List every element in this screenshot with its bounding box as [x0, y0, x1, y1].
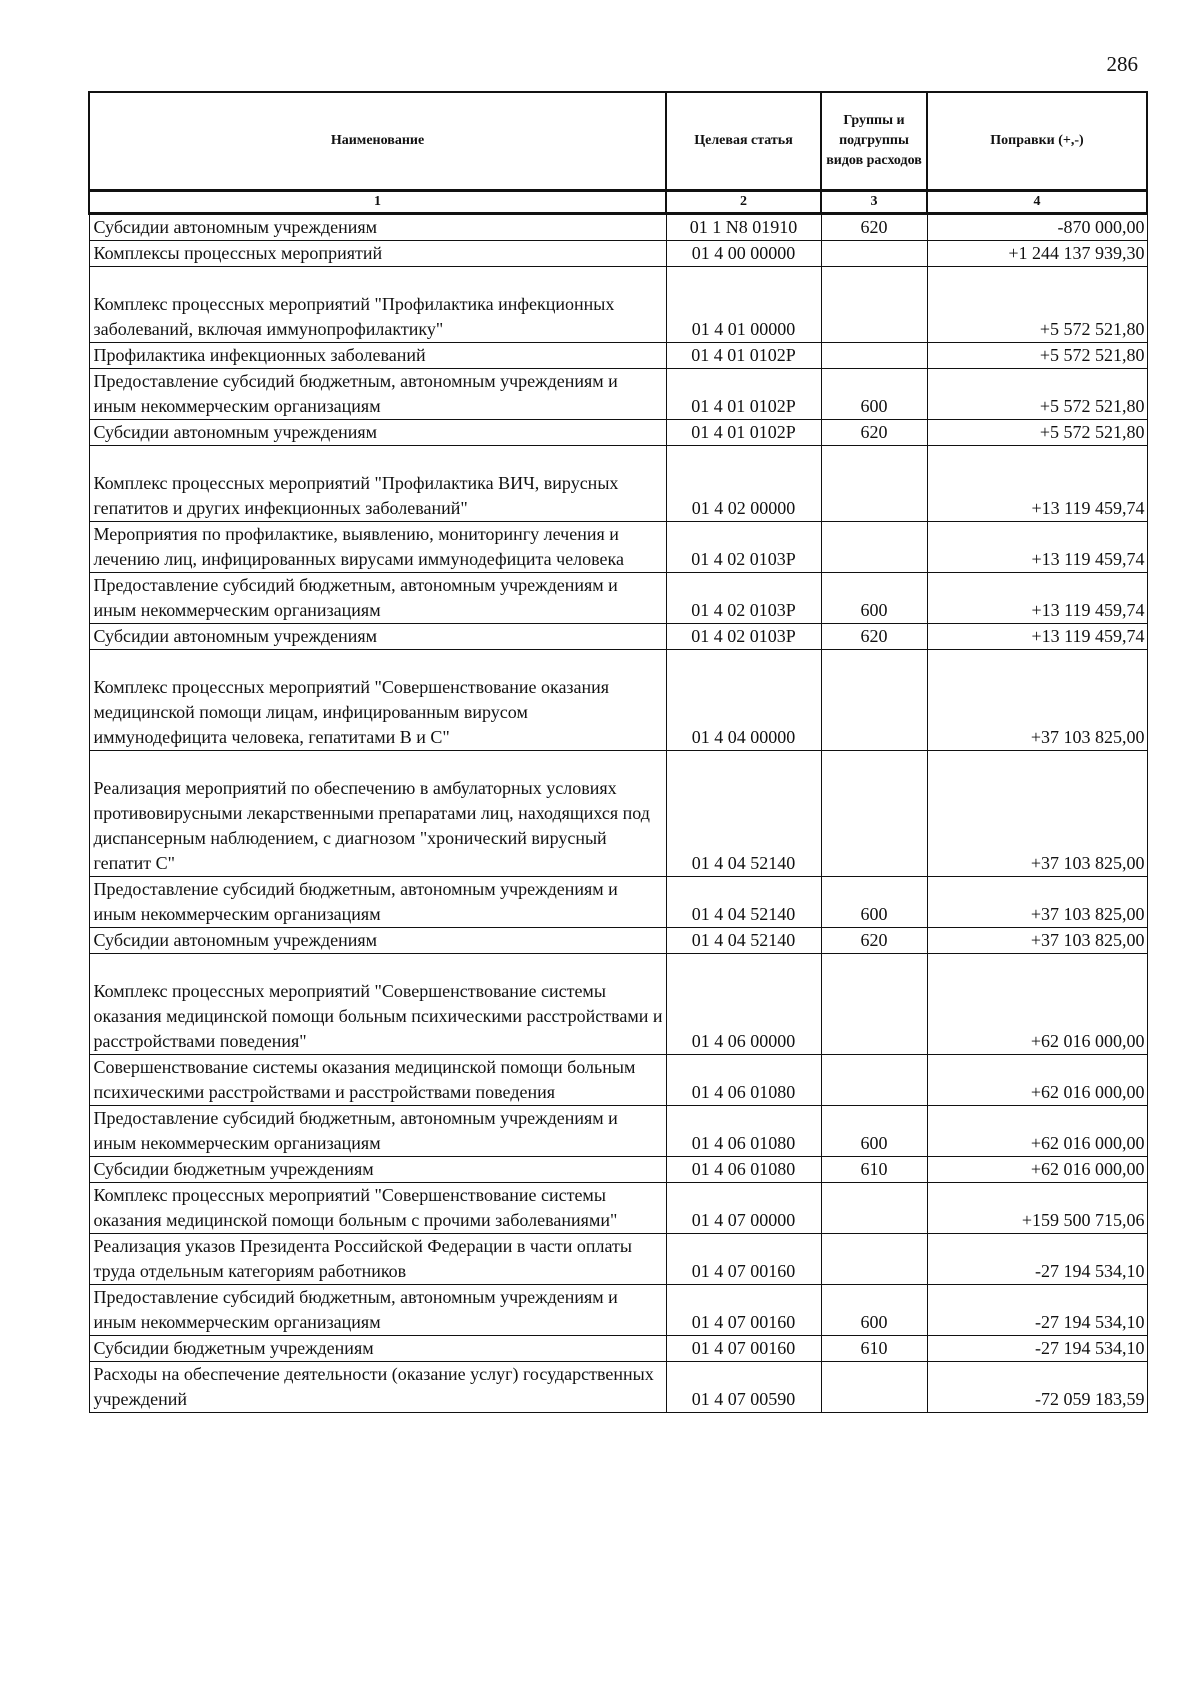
- row-group-cell: 600: [821, 1106, 927, 1157]
- row-amount-cell: +37 103 825,00: [927, 877, 1147, 928]
- row-amount-cell: +37 103 825,00: [927, 751, 1147, 877]
- row-code-cell: 01 4 02 00000: [666, 446, 821, 522]
- row-name-cell: Предоставление субсидий бюджетным, автономным учреждениям и иным некоммерческим организациям: [89, 1106, 666, 1157]
- row-group-cell: 620: [821, 624, 927, 650]
- table-row: [89, 1234, 1147, 1285]
- table-row: [89, 1157, 1147, 1183]
- row-name-cell: Реализация указов Президента Российской Федерации в части оплаты труда отдельным категориям работников: [89, 1234, 666, 1285]
- header-expense-groups: Группы и подгруппы видов расходов: [821, 92, 927, 191]
- row-group-cell: [821, 343, 927, 369]
- row-name-cell: Комплекс процессных мероприятий "Профилактика инфекционных заболеваний, включая иммунопрофилактику": [89, 267, 666, 343]
- row-amount-cell: +5 572 521,80: [927, 267, 1147, 343]
- row-name-cell: Расходы на обеспечение деятельности (оказание услуг) государственных учреждений: [89, 1362, 666, 1413]
- page-number: 286: [1106, 52, 1138, 76]
- row-amount-cell: -72 059 183,59: [927, 1362, 1147, 1413]
- row-amount-cell: +37 103 825,00: [927, 650, 1147, 751]
- table-row: [89, 446, 1147, 522]
- table-row: [89, 650, 1147, 751]
- row-group-cell: [821, 954, 927, 1055]
- row-group-cell: 620: [821, 214, 927, 241]
- row-code-cell: 01 4 06 01080: [666, 1157, 821, 1183]
- table-row: [89, 877, 1147, 928]
- row-name-cell: Комплексы процессных мероприятий: [89, 241, 666, 267]
- header-target-article: Целевая статья: [666, 92, 821, 191]
- row-group-cell: 620: [821, 420, 927, 446]
- table-body: [89, 214, 1147, 1413]
- budget-amendments-table: [88, 91, 1148, 1413]
- row-name-cell: Профилактика инфекционных заболеваний: [89, 343, 666, 369]
- table-row: [89, 241, 1147, 267]
- row-code-cell: 01 4 06 00000: [666, 954, 821, 1055]
- row-name-cell: Реализация мероприятий по обеспечению в амбулаторных условиях противовирусными лекарственными препаратами лиц, находящихся под диспансерным наблюдением, с диагнозом "хронический вирусный гепатит С": [89, 751, 666, 877]
- table-row: [89, 267, 1147, 343]
- row-group-cell: [821, 1055, 927, 1106]
- row-group-cell: [821, 1234, 927, 1285]
- header-amendments: Поправки (+,-): [927, 92, 1147, 191]
- row-code-cell: 01 4 02 0103Р: [666, 573, 821, 624]
- row-name-cell: Мероприятия по профилактике, выявлению, мониторингу лечения и лечению лиц, инфицированных вирусами иммунодефицита человека: [89, 522, 666, 573]
- row-code-cell: 01 4 01 0102Р: [666, 343, 821, 369]
- column-number: 2: [666, 191, 821, 214]
- row-amount-cell: -870 000,00: [927, 214, 1147, 241]
- row-amount-cell: +13 119 459,74: [927, 446, 1147, 522]
- row-group-cell: [821, 650, 927, 751]
- table-row: [89, 522, 1147, 573]
- table-row: [89, 1336, 1147, 1362]
- row-name-cell: Предоставление субсидий бюджетным, автономным учреждениям и иным некоммерческим организациям: [89, 573, 666, 624]
- row-code-cell: 01 4 02 0103Р: [666, 522, 821, 573]
- row-amount-cell: +62 016 000,00: [927, 1106, 1147, 1157]
- table-row: [89, 573, 1147, 624]
- row-code-cell: 01 4 01 0102Р: [666, 420, 821, 446]
- row-code-cell: 01 4 07 00160: [666, 1234, 821, 1285]
- row-amount-cell: +37 103 825,00: [927, 928, 1147, 954]
- row-name-cell: Комплекс процессных мероприятий "Совершенствование системы оказания медицинской помощи больным психическими расстройствами и расстройствами поведения": [89, 954, 666, 1055]
- row-name-cell: Субсидии автономным учреждениям: [89, 420, 666, 446]
- row-name-cell: Комплекс процессных мероприятий "Совершенствование системы оказания медицинской помощи больным с прочими заболеваниями": [89, 1183, 666, 1234]
- row-group-cell: [821, 267, 927, 343]
- row-group-cell: [821, 1183, 927, 1234]
- row-code-cell: 01 4 06 01080: [666, 1106, 821, 1157]
- row-amount-cell: +62 016 000,00: [927, 954, 1147, 1055]
- row-name-cell: Субсидии бюджетным учреждениям: [89, 1157, 666, 1183]
- table-row: [89, 369, 1147, 420]
- row-code-cell: 01 4 00 00000: [666, 241, 821, 267]
- table-row: [89, 420, 1147, 446]
- table-row: [89, 1362, 1147, 1413]
- column-number: 4: [927, 191, 1147, 214]
- row-group-cell: 610: [821, 1157, 927, 1183]
- table-row: [89, 214, 1147, 241]
- row-amount-cell: +13 119 459,74: [927, 522, 1147, 573]
- row-amount-cell: +5 572 521,80: [927, 369, 1147, 420]
- table-row: [89, 343, 1147, 369]
- column-number: 3: [821, 191, 927, 214]
- row-amount-cell: +62 016 000,00: [927, 1055, 1147, 1106]
- row-code-cell: 01 4 02 0103Р: [666, 624, 821, 650]
- row-amount-cell: +1 244 137 939,30: [927, 241, 1147, 267]
- row-group-cell: 600: [821, 573, 927, 624]
- header-row: [89, 92, 1147, 191]
- row-name-cell: Комплекс процессных мероприятий "Профилактика ВИЧ, вирусных гепатитов и других инфекционных заболеваний": [89, 446, 666, 522]
- table-row: [89, 954, 1147, 1055]
- row-amount-cell: +5 572 521,80: [927, 420, 1147, 446]
- row-code-cell: 01 4 04 52140: [666, 751, 821, 877]
- row-group-cell: [821, 1362, 927, 1413]
- row-name-cell: Субсидии автономным учреждениям: [89, 624, 666, 650]
- row-code-cell: 01 4 07 00160: [666, 1336, 821, 1362]
- row-group-cell: 600: [821, 877, 927, 928]
- row-code-cell: 01 4 04 52140: [666, 877, 821, 928]
- table-row: [89, 1055, 1147, 1106]
- row-name-cell: Предоставление субсидий бюджетным, автономным учреждениям и иным некоммерческим организациям: [89, 877, 666, 928]
- row-amount-cell: +13 119 459,74: [927, 624, 1147, 650]
- row-group-cell: 600: [821, 369, 927, 420]
- row-name-cell: Комплекс процессных мероприятий "Совершенствование оказания медицинской помощи лицам, инфицированным вирусом иммунодефицита человека, гепатитами В и С": [89, 650, 666, 751]
- row-group-cell: 620: [821, 928, 927, 954]
- row-name-cell: Совершенствование системы оказания медицинской помощи больным психическими расстройствами и расстройствами поведения: [89, 1055, 666, 1106]
- row-amount-cell: +5 572 521,80: [927, 343, 1147, 369]
- row-code-cell: 01 4 07 00160: [666, 1285, 821, 1336]
- row-code-cell: 01 1 N8 01910: [666, 214, 821, 241]
- row-amount-cell: +13 119 459,74: [927, 573, 1147, 624]
- row-name-cell: Предоставление субсидий бюджетным, автономным учреждениям и иным некоммерческим организациям: [89, 1285, 666, 1336]
- table-row: [89, 928, 1147, 954]
- row-group-cell: [821, 446, 927, 522]
- table-header: [89, 92, 1147, 214]
- row-name-cell: Субсидии автономным учреждениям: [89, 928, 666, 954]
- row-group-cell: 610: [821, 1336, 927, 1362]
- header-name: Наименование: [89, 92, 666, 191]
- row-amount-cell: -27 194 534,10: [927, 1234, 1147, 1285]
- column-number: 1: [89, 191, 666, 214]
- row-name-cell: Субсидии автономным учреждениям: [89, 214, 666, 241]
- row-amount-cell: +159 500 715,06: [927, 1183, 1147, 1234]
- row-name-cell: Предоставление субсидий бюджетным, автономным учреждениям и иным некоммерческим организациям: [89, 369, 666, 420]
- row-group-cell: 600: [821, 1285, 927, 1336]
- table-row: [89, 624, 1147, 650]
- row-amount-cell: -27 194 534,10: [927, 1285, 1147, 1336]
- row-code-cell: 01 4 04 00000: [666, 650, 821, 751]
- table-row: [89, 751, 1147, 877]
- row-amount-cell: -27 194 534,10: [927, 1336, 1147, 1362]
- row-amount-cell: +62 016 000,00: [927, 1157, 1147, 1183]
- row-code-cell: 01 4 07 00000: [666, 1183, 821, 1234]
- table-row: [89, 1285, 1147, 1336]
- row-name-cell: Субсидии бюджетным учреждениям: [89, 1336, 666, 1362]
- row-code-cell: 01 4 04 52140: [666, 928, 821, 954]
- table-row: [89, 1183, 1147, 1234]
- row-group-cell: [821, 522, 927, 573]
- row-code-cell: 01 4 01 0102Р: [666, 369, 821, 420]
- row-group-cell: [821, 241, 927, 267]
- table-row: [89, 1106, 1147, 1157]
- row-code-cell: 01 4 07 00590: [666, 1362, 821, 1413]
- row-group-cell: [821, 751, 927, 877]
- column-number-row: [89, 191, 1147, 214]
- row-code-cell: 01 4 06 01080: [666, 1055, 821, 1106]
- row-code-cell: 01 4 01 00000: [666, 267, 821, 343]
